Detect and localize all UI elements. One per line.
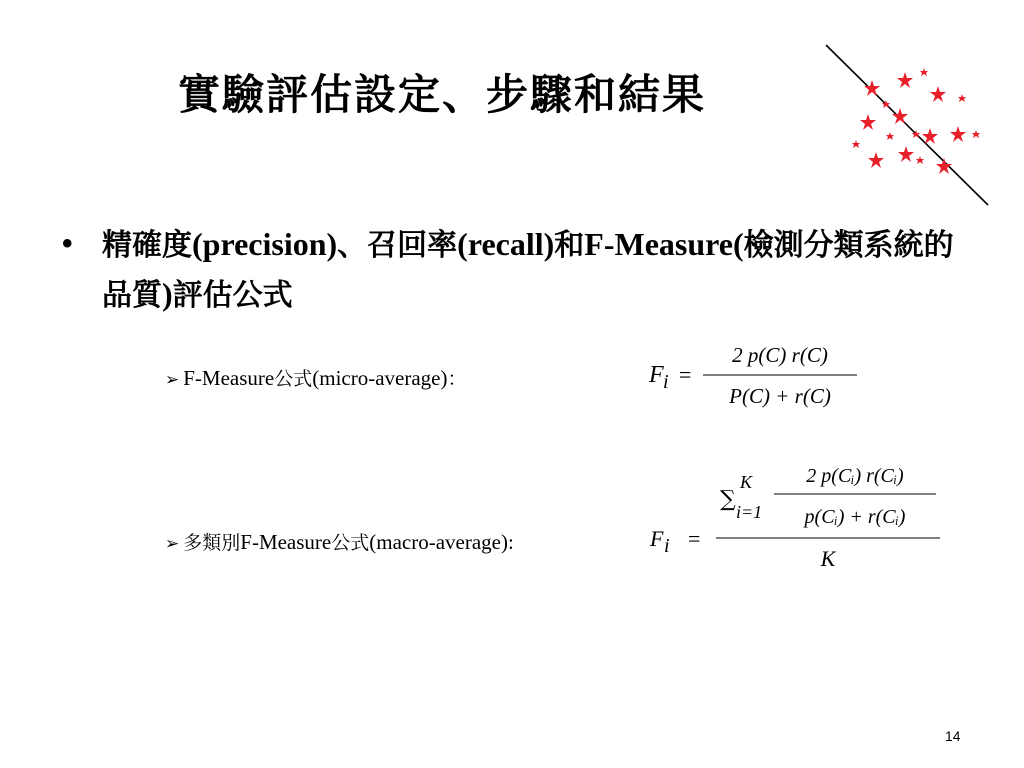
red-stars xyxy=(852,68,980,174)
formula2-outer-denominator: K xyxy=(820,546,836,571)
formula1-numerator: 2 p(C) r(C) xyxy=(732,343,828,367)
micro-label-formula: 公式 xyxy=(274,368,313,390)
micro-label-type: (micro-average) xyxy=(312,366,448,390)
formula1-denominator: P(C) + r(C) xyxy=(729,384,831,408)
micro-label-fmeasure: F-Measure xyxy=(183,366,275,390)
bullet-close-paren: ) xyxy=(162,276,173,312)
bullet-fmeasure-en: F-Measure( xyxy=(584,226,744,262)
macro-label-formula: 公式 xyxy=(331,532,370,554)
bullet-formula-label: 評估公式 xyxy=(172,278,293,313)
bullet-text xyxy=(102,220,962,320)
formula2-inner-denominator: p(Cᵢ) + r(Cᵢ) xyxy=(804,506,906,528)
formula-macro xyxy=(648,458,948,578)
formula1-eq: = xyxy=(679,362,692,387)
bullet-and: 和 xyxy=(554,228,585,263)
sub-bullet-macro xyxy=(165,528,514,555)
formula1-lhs-sub: i xyxy=(663,371,669,393)
slide-title: 實驗評估設定、步驟和結果 xyxy=(178,70,707,119)
macro-label-colon: : xyxy=(508,530,514,554)
bullet-recall-en: (recall) xyxy=(457,226,555,262)
macro-label-multiclass: 多類別 xyxy=(183,532,241,554)
formula2-sum-symbol: ∑ xyxy=(720,487,736,512)
bullet-recall-zh: 、召回率 xyxy=(337,228,458,263)
star-decoration xyxy=(820,40,1000,215)
formula2-sum-lower: i=1 xyxy=(736,502,763,522)
formula2-lhs: F xyxy=(650,526,664,551)
sub-bullet-micro xyxy=(165,364,467,391)
formula2-eq: = xyxy=(688,526,701,551)
arrow-bullet-icon: ➢ xyxy=(165,534,180,554)
bullet-dot: • xyxy=(62,227,73,260)
formula1-lhs: F xyxy=(649,362,664,388)
macro-label-type: (macro-average) xyxy=(369,530,508,554)
bullet-precision-zh: 精確度 xyxy=(102,228,192,263)
micro-label-colon: ： xyxy=(447,368,467,390)
page-number: 14 xyxy=(945,728,961,744)
arrow-bullet-icon: ➢ xyxy=(165,370,180,390)
formula2-lhs-sub: i xyxy=(664,535,670,557)
formula-micro xyxy=(645,338,860,418)
macro-label-fmeasure: F-Measure xyxy=(240,530,332,554)
bullet-purpose: 檢測分類系統的品質 xyxy=(102,228,954,313)
formula2-inner-numerator: 2 p(Cᵢ) r(Cᵢ) xyxy=(806,465,904,487)
diagonal-line xyxy=(826,45,988,205)
formula2-sum-upper: K xyxy=(740,472,753,492)
bullet-precision-en: (precision) xyxy=(192,226,338,262)
